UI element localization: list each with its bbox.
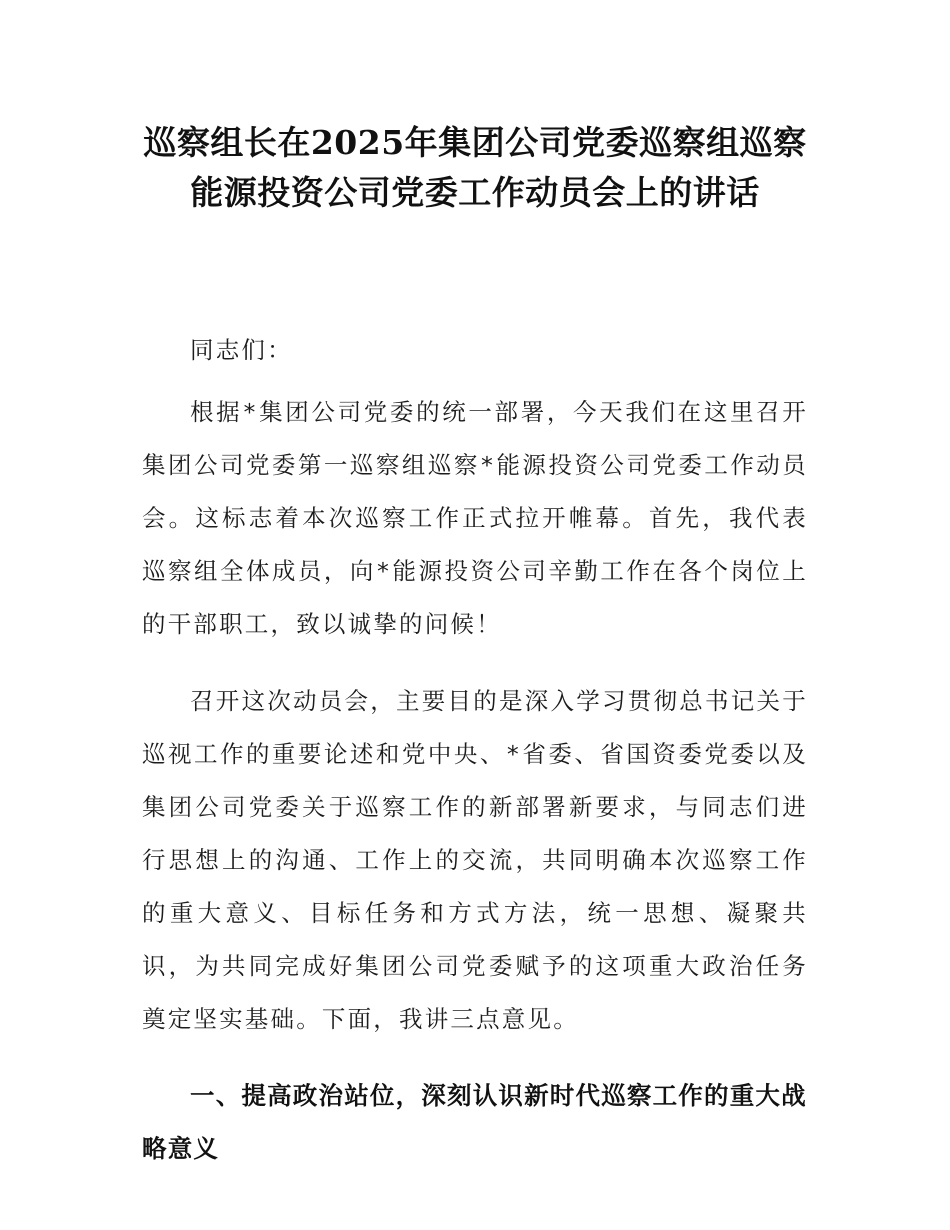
- paragraph-purpose: 召开这次动员会，主要目的是深入学习贯彻总书记关于巡视工作的重要论述和党中央、*省委、省国资委党委以及集团公司党委关于巡察工作的新部署新要求，与同志们进行思想上的沟通、工作上的交流，共同明确本次巡察工作的重大意义、目标任务和方式方法，统一思想、凝聚共识，为共同完成好集团公司党委赋予的这项重大政治任务奠定坚实基础。下面，我讲三点意见。: [142, 686, 808, 1033]
- section-heading-1: 一、提高政治站位，深刻认识新时代巡察工作的重大战略意义: [142, 1081, 807, 1163]
- document-title: [142, 118, 808, 218]
- paragraph-opening: 根据*集团公司党委的统一部署，今天我们在这里召开集团公司党委第一巡察组巡察*能源投资公司党委工作动员会。这标志着本次巡察工作正式拉开帷幕。首先，我代表巡察组全体成员，向*能源投资公司辛勤工作在各个岗位上的干部职工，致以诚挚的问候！: [142, 398, 808, 638]
- salutation: 同志们：: [190, 336, 293, 364]
- title-line-1: 巡察组长在2025年集团公司党委巡察组巡察: [143, 123, 807, 162]
- title-line-2: 能源投资公司党委工作动员会上的讲话: [190, 173, 760, 212]
